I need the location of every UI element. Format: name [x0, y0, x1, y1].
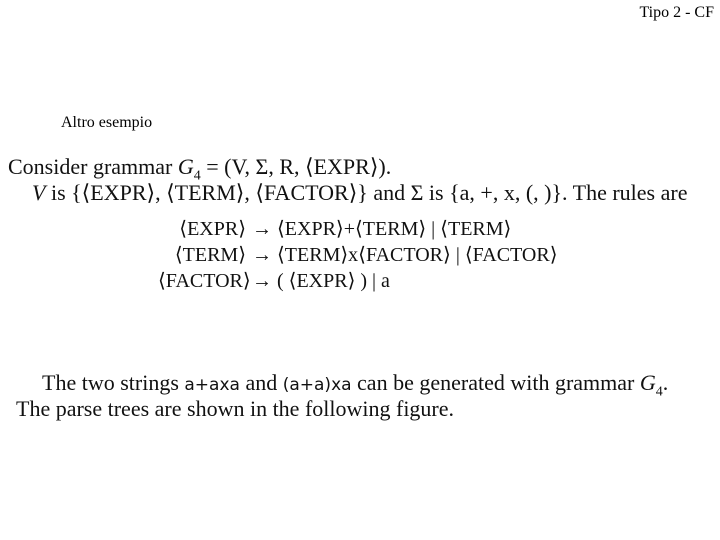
- example-string-1: a+axa: [184, 375, 240, 395]
- rule-lhs: ⟨FACTOR⟩: [158, 270, 251, 292]
- grammar-symbol: G: [639, 370, 656, 395]
- sets-definition: is {⟨EXPR⟩, ⟨TERM⟩, ⟨FACTOR⟩} and Σ is {a, +, x, (, )}. The rules are: [45, 180, 688, 205]
- para-text: can be generated with grammar: [351, 370, 640, 395]
- para-text: and: [239, 370, 283, 395]
- grammar-definition: = (V, Σ, R, ⟨EXPR⟩).: [200, 154, 392, 179]
- grammar-symbol: G: [177, 154, 194, 179]
- rule-rhs: → ⟨EXPR⟩+⟨TERM⟩ | ⟨TERM⟩: [252, 218, 512, 240]
- para-text: .: [662, 370, 669, 395]
- grammar-symbol-subscript: 4: [193, 168, 201, 184]
- example-string-2: (a+a)xa: [282, 375, 352, 395]
- grammar-rule: [158, 216, 558, 242]
- grammar-rule: [158, 242, 558, 268]
- grammar-rule: [158, 268, 558, 294]
- grammar-symbol-subscript: 4: [655, 384, 663, 400]
- rule-rhs: → ( ⟨EXPR⟩ ) | a: [252, 270, 390, 292]
- grammar-sets-line: [32, 180, 687, 206]
- variables-symbol: V: [32, 180, 46, 205]
- grammar-rules: [158, 216, 558, 294]
- strings-paragraph-line2: The parse trees are shown in the following figure.: [16, 396, 455, 421]
- slide-header: Tipo 2 - CF: [639, 4, 714, 21]
- rule-rhs: → ⟨TERM⟩x⟨FACTOR⟩ | ⟨FACTOR⟩: [252, 244, 558, 266]
- rule-lhs: ⟨EXPR⟩: [179, 218, 246, 240]
- rule-lhs: ⟨TERM⟩: [174, 244, 246, 266]
- para-text: The two strings: [42, 370, 185, 395]
- grammar-intro-prefix: Consider grammar: [8, 154, 178, 179]
- slide-subtitle: Altro esempio: [61, 114, 153, 131]
